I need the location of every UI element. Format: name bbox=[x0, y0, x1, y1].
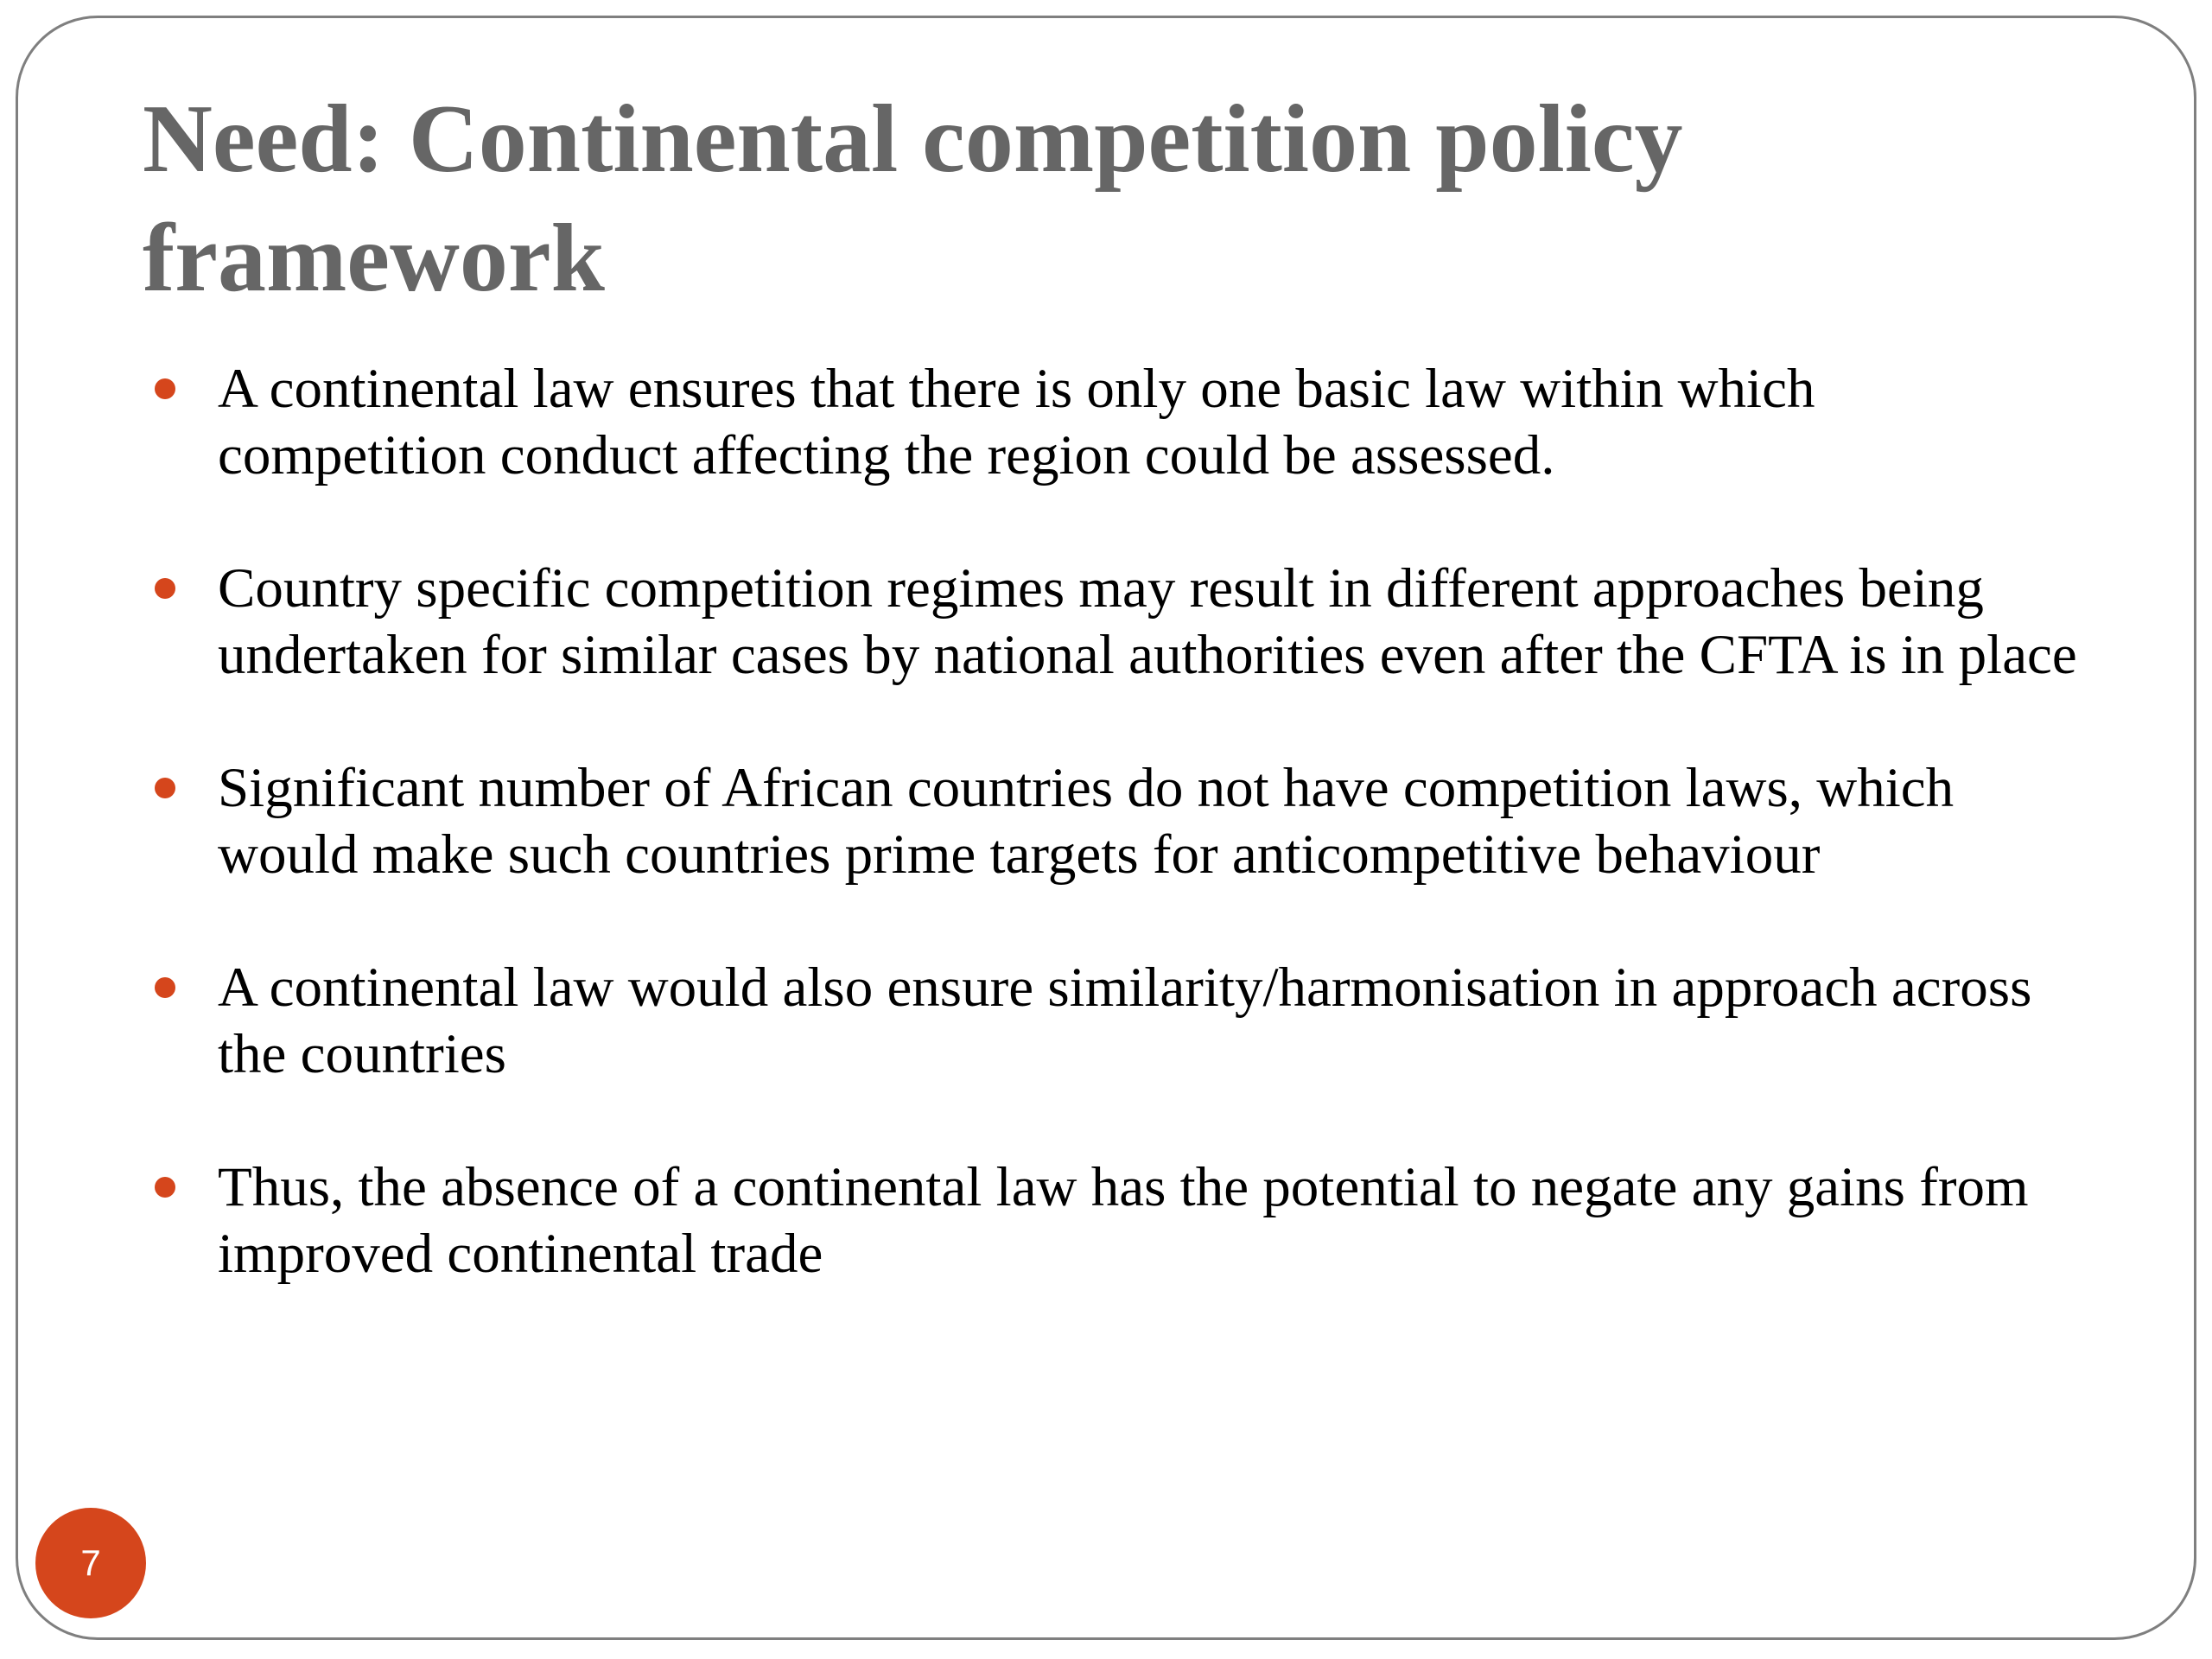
bullet-item bbox=[149, 1154, 2093, 1287]
bullet-text: Country specific competition regimes may result in different approaches being undertaken for similar cases by national authorities even after the CFTA is in place bbox=[218, 557, 2077, 686]
bullet-item bbox=[149, 556, 2093, 689]
bullet-dot-icon bbox=[155, 378, 175, 399]
bullet-item bbox=[149, 356, 2093, 489]
bullet-text: Thus, the absence of a continental law has the potential to negate any gains from improved continental trade bbox=[218, 1156, 2029, 1285]
bullet-list bbox=[149, 356, 2093, 1354]
bullet-dot-icon bbox=[155, 778, 175, 798]
slide-title: Need: Continental competition policy framework bbox=[143, 86, 1683, 312]
bullet-dot-icon bbox=[155, 578, 175, 599]
bullet-item bbox=[149, 955, 2093, 1088]
bullet-text: A continental law ensures that there is only one basic law within which competition conduct affecting the region could be assessed. bbox=[218, 358, 1815, 486]
page-number-badge: 7 bbox=[35, 1508, 146, 1618]
bullet-text: A continental law would also ensure similarity/harmonisation in approach across the countries bbox=[218, 957, 2032, 1085]
bullet-text: Significant number of African countries do not have competition laws, which would make such countries prime targets for anticompetitive behaviour bbox=[218, 757, 1955, 886]
bullet-dot-icon bbox=[155, 1177, 175, 1198]
bullet-dot-icon bbox=[155, 977, 175, 998]
bullet-item bbox=[149, 755, 2093, 888]
